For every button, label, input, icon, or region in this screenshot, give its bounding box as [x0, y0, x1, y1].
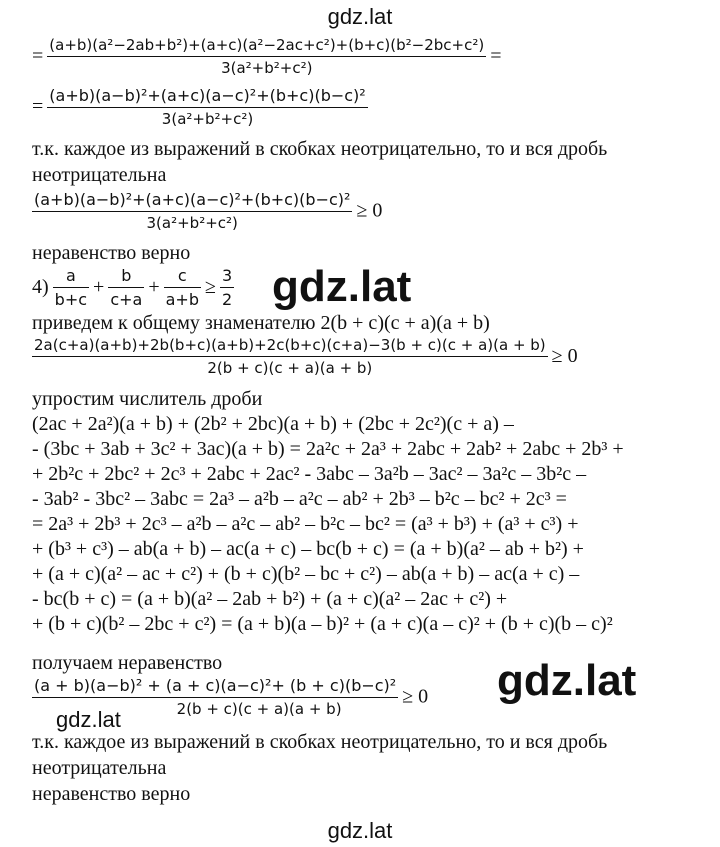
- watermark-small: gdz.lat: [56, 707, 121, 732]
- denominator: a+b: [165, 290, 199, 309]
- calc-line: + 2b²c + 2bc² + 2c³ + 2abc + 2ac² - 3abc – 3a²b – 3ac² – 3a²c – 3b²c –: [32, 463, 587, 485]
- calc-line: + (a + c)(a² – ac + c²) + (b + c)(b² – bc + c²) – ab(a + b) – ac(a + c) –: [32, 563, 580, 585]
- denominator: b+c: [54, 290, 88, 309]
- inequality-3: [32, 676, 428, 718]
- watermark-large: gdz.lat: [272, 262, 412, 311]
- text-line: получаем неравенство: [32, 652, 223, 674]
- fraction: [32, 336, 548, 377]
- watermark-large-2: gdz.lat: [497, 656, 637, 705]
- fraction: [220, 266, 234, 309]
- numerator: 2a(c+a)(a+b)+2b(b+c)(a+b)+2c(b+c)(c+a)−3(b + c)(c + a)(a + b): [32, 336, 548, 357]
- denominator: 2(b + c)(c + a)(a + b): [176, 700, 342, 718]
- numerator: a: [53, 266, 89, 288]
- plus-sign: +: [148, 276, 160, 298]
- geq-zero: ≥ 0: [402, 685, 429, 708]
- equals-sign: =: [32, 95, 44, 118]
- text-line: т.к. каждое из выражений в скобках неотрицательно, то и вся дробь: [32, 138, 608, 160]
- equals-sign: =: [490, 45, 502, 67]
- fraction: [47, 36, 486, 77]
- equation-2: [32, 86, 368, 128]
- fraction: [32, 190, 352, 232]
- text-line: неравенство верно: [32, 783, 191, 805]
- text-line: т.к. каждое из выражений в скобках неотрицательно, то и вся дробь: [32, 731, 608, 753]
- inequality-2: [32, 336, 578, 377]
- calc-line: - bc(b + c) = (a + b)(a² – 2ab + b²) + (a + c)(a² – 2ac + c²) +: [32, 588, 508, 610]
- text-line: неотрицательна: [32, 757, 167, 779]
- equals-sign: =: [32, 45, 44, 67]
- fraction: [53, 266, 89, 309]
- calc-line: = 2a³ + 2b³ + 2c³ – a²b – a²c – ab² – b²c – bc² = (a³ + b³) + (a³ + c³) +: [32, 513, 579, 535]
- denominator: 2: [221, 290, 233, 309]
- numerator: (a+b)(a²−2ab+b²)+(a+c)(a²−2ac+c²)+(b+c)(b²−2bc+c²): [47, 36, 486, 57]
- text-line: приведем к общему знаменателю 2(b + c)(c + a)(a + b): [32, 312, 490, 334]
- numerator: 3: [220, 266, 234, 288]
- fraction: [108, 266, 144, 309]
- denominator: c+a: [110, 290, 143, 309]
- text-line: упростим числитель дроби: [32, 388, 263, 410]
- watermark-top: gdz.lat: [327, 4, 393, 29]
- task-number: 4): [32, 276, 49, 298]
- equation-1: [32, 36, 502, 77]
- text-line: неотрицательна: [32, 164, 167, 186]
- calc-line: (2ac + 2a²)(a + b) + (2b² + 2bc)(a + b) + (2bc + 2c²)(c + a) –: [32, 413, 514, 435]
- numerator: b: [108, 266, 144, 288]
- calc-line: + (b + c)(b² – 2bc + c²) = (a + b)(a – b)² + (a + c)(a – c)² + (b + c)(b – c)²: [32, 613, 613, 635]
- fraction: [32, 676, 398, 718]
- denominator: 3(a²+b²+c²): [161, 110, 254, 128]
- fraction: [47, 86, 367, 128]
- geq-sign: ≥: [204, 276, 216, 298]
- calc-line: + (b³ + c³) – ab(a + b) – ac(a + c) – bc(b + c) = (a + b)(a² – ab + b²) +: [32, 538, 584, 560]
- geq-zero: ≥ 0: [551, 345, 578, 367]
- fraction: [164, 266, 201, 309]
- inequality-1: [32, 190, 382, 232]
- calc-line: - (3bc + 3ab + 3c² + 3ac)(a + b) = 2a²c + 2a³ + 2abc + 2ab² + 2abc + 2b³ +: [32, 438, 624, 460]
- plus-sign: +: [93, 276, 105, 298]
- calc-line: - 3ab² - 3bc² – 3abc = 2a³ – a²b – a²c – ab² + 2b³ – b²c – bc² + 2c³ =: [32, 488, 567, 510]
- text-line: неравенство верно: [32, 242, 191, 264]
- numerator: c: [164, 266, 201, 288]
- numerator: (a+b)(a−b)²+(a+c)(a−c)²+(b+c)(b−c)²: [32, 190, 352, 212]
- watermark-bottom: gdz.lat: [327, 818, 393, 843]
- geq-zero: ≥ 0: [356, 199, 383, 222]
- task-4: [32, 266, 234, 309]
- denominator: 2(b + c)(c + a)(a + b): [207, 359, 373, 377]
- numerator: (a + b)(a−b)² + (a + c)(a−c)²+ (b + c)(b−c)²: [32, 676, 398, 698]
- denominator: 3(a²+b²+c²): [146, 214, 238, 232]
- numerator: (a+b)(a−b)²+(a+c)(a−c)²+(b+c)(b−c)²: [47, 86, 367, 108]
- denominator: 3(a²+b²+c²): [221, 59, 313, 77]
